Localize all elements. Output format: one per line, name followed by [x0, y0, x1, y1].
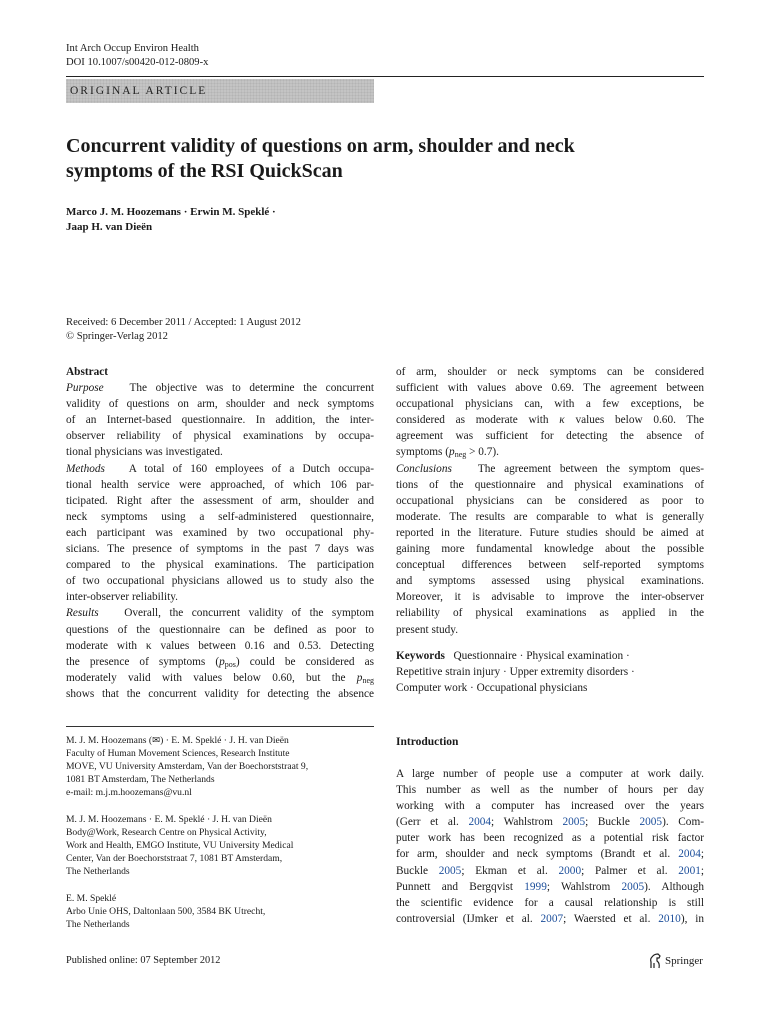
abstract-line: ticipated. Right after the assessment of arm, shoulder and — [66, 494, 374, 507]
affiliation-line: The Netherlands — [66, 866, 130, 877]
abstract-line: tions of the questionnaire and physical examinations of — [396, 478, 704, 491]
text-run: p — [449, 446, 455, 459]
abstract-line — [396, 412, 704, 428]
author-email[interactable]: e-mail: m.j.m.hoozemans@vu.nl — [66, 787, 192, 798]
text-run: controversial (IJmker et al. — [396, 912, 541, 925]
affiliation-line: M. J. M. Hoozemans (✉) · E. M. Speklé · J. H. van Dieën — [66, 735, 289, 746]
citation-link[interactable]: 2004 — [678, 848, 701, 861]
text-run: The objective was to determine the concurrent — [129, 382, 374, 395]
affiliation-line: Work and Health, EMGO Institute, VU University Medical — [66, 840, 294, 851]
text-run: symptoms ( — [396, 446, 450, 459]
intro-line: working with a computer has increased over the years — [396, 800, 704, 813]
abstract-line: moderate. The results are comparable to what is generally — [396, 510, 704, 523]
abstract-line: questions of the questionnaire can be defined as poor to — [66, 623, 374, 636]
published-online: Published online: 07 September 2012 — [66, 955, 221, 966]
citation-link[interactable]: 2001 — [678, 864, 701, 877]
intro-line — [396, 863, 704, 879]
author-list — [66, 205, 276, 234]
text-run: considered as moderate with — [396, 414, 560, 427]
abstract-line: tional physicians was investigated. — [66, 446, 223, 459]
citation-link[interactable]: 2005 — [639, 816, 663, 829]
text-run: ; Wahlstrom — [491, 816, 563, 829]
conclusions-label: Conclusions — [396, 462, 452, 475]
keywords-line: Repetitive strain injury · Upper extremity disorders · — [396, 665, 635, 678]
text-run: p — [219, 655, 225, 668]
abstract-heading: Abstract — [66, 366, 109, 378]
intro-line — [396, 911, 704, 927]
springer-horse-icon — [648, 953, 662, 969]
abstract-line: each participant was examined by two occupational phy- — [66, 526, 374, 539]
abstract-line: gaining more fundamental knowledge about the possible — [396, 543, 704, 556]
abstract-line: conceptual differences between self-reported symptoms — [396, 559, 704, 572]
spacer — [396, 638, 704, 648]
springer-logo — [648, 953, 703, 969]
abstract-line: sicians. The presence of symptoms in the past 7 days was — [66, 543, 374, 556]
abstract-line: compared to the physical examinations. The participation — [66, 559, 374, 572]
text-run: The agreement between the symptom ques- — [477, 462, 704, 475]
citation-link[interactable]: 2004 — [468, 816, 492, 829]
citation-link[interactable]: 2005 — [621, 880, 645, 893]
text-run: > 0.7). — [466, 446, 499, 459]
keywords-line — [396, 648, 704, 664]
affiliation-line: MOVE, VU University Amsterdam, Van der Boechorststraat 9, — [66, 761, 309, 772]
abstract-line: tional health service were approached, of which 106 par- — [66, 478, 374, 491]
intro-line — [396, 814, 704, 830]
article-dates — [66, 316, 301, 344]
affiliations — [66, 734, 374, 931]
abstract-line: Moreover, it is advisable to improve the inter-observer — [396, 591, 704, 604]
title-line: symptoms of the RSI QuickScan — [66, 160, 343, 182]
citation-link[interactable]: 2005 — [562, 816, 586, 829]
text-run: A total of 160 employees of a Dutch occupa- — [128, 462, 374, 475]
abstract-line: of two occupational physicians allowed us to study also the — [66, 575, 374, 588]
abstract-line: shows that the concurrent validity for detecting the absence — [66, 687, 374, 700]
text-run: Overall, the concurrent validity of the symptom — [124, 607, 374, 620]
purpose-label: Purpose — [66, 382, 104, 395]
intro-line: puter work has been recognized as a potential risk factor — [396, 832, 704, 845]
abstract-line — [66, 380, 374, 396]
abstract-line: and symptoms assessed using physical examinations. — [396, 575, 704, 588]
text-run: moderately valid with values below 0.60, but the — [66, 671, 357, 684]
abstract-left-column — [66, 364, 374, 702]
abstract-line: reported in the literature. Future studies should be aimed at — [396, 526, 704, 539]
journal-name: Int Arch Occup Environ Health — [66, 43, 199, 54]
intro-line: This number as well as the number of hours per day — [396, 784, 704, 797]
text-run: ). Com- — [662, 816, 704, 829]
abstract-line: of arm, shoulder or neck symptoms can be considered — [396, 366, 704, 378]
abstract-line: validity of questions on arm, shoulder and neck symptoms — [66, 398, 374, 411]
text-run: Questionnaire · Physical examination · — [453, 649, 630, 662]
received-date: Received: 6 December 2011 / Accepted: 1 August 2012 — [66, 317, 301, 328]
methods-label: Methods — [66, 462, 105, 475]
abstract-line — [396, 444, 704, 460]
abstract-line: occupational physicians can be considered as poor to — [396, 494, 704, 507]
text-run: ; Waersted et al. — [563, 912, 659, 925]
keywords-line: Computer work · Occupational physicians — [396, 681, 588, 694]
abstract-line: of an Internet-based questionnaire. In addition, the inter- — [66, 414, 374, 427]
abstract-line: moderate with κ values between 0.16 and 0.53. Detecting — [66, 639, 374, 652]
abstract-line — [66, 605, 374, 621]
text-run: κ — [559, 414, 565, 427]
abstract-line: present study. — [396, 623, 459, 636]
text-run: ; — [700, 864, 704, 877]
introduction-body — [396, 766, 704, 927]
spacer — [66, 878, 374, 892]
abstract-line — [66, 461, 374, 477]
text-run: ), in — [680, 912, 704, 925]
citation-link[interactable]: 2000 — [558, 864, 582, 877]
title-line: Concurrent validity of questions on arm, shoulder and neck — [66, 135, 575, 157]
text-run: ; Palmer et al. — [581, 864, 679, 877]
text-run: neg — [454, 450, 467, 460]
text-run: pos — [224, 659, 236, 669]
affiliation-line: Arbo Unie OHS, Daltonlaan 500, 3584 BK Utrecht, — [66, 906, 266, 917]
affiliation-line: Faculty of Human Movement Sciences, Research Institute — [66, 748, 290, 759]
author-line: Jaap H. van Dieën — [66, 220, 153, 233]
text-run: the presence of symptoms ( — [66, 655, 220, 668]
text-run: ). Although — [644, 880, 704, 893]
abstract-line: observer reliability of physical examinations by occupa- — [66, 430, 374, 443]
spacer — [66, 799, 374, 813]
citation-link[interactable]: 2007 — [540, 912, 564, 925]
intro-line: A large number of people use a computer at work daily. — [396, 768, 704, 780]
affiliation-line: M. J. M. Hoozemans · E. M. Speklé · J. H. van Dieën — [66, 814, 272, 825]
text-run: Buckle — [396, 864, 439, 877]
citation-link[interactable]: 2005 — [438, 864, 462, 877]
text-run: values below 0.60. The — [564, 414, 704, 427]
abstract-line: sufficient with values above 0.69. The agreement between — [396, 382, 704, 395]
intro-line — [396, 879, 704, 895]
abstract-line — [66, 670, 374, 686]
article-type-badge: ORIGINAL ARTICLE — [66, 79, 374, 103]
abstract-line: neck symptoms using a self-administered questionnaire, — [66, 510, 374, 523]
abstract-line — [66, 654, 374, 670]
text-run: ) could be considered as — [235, 655, 374, 668]
text-run: ; — [700, 848, 704, 861]
abstract-line: agreement was sufficient for detecting the absence of — [396, 430, 704, 443]
text-run: neg — [362, 675, 374, 685]
introduction-heading: Introduction — [396, 736, 459, 748]
abstract-line — [396, 461, 704, 477]
affiliation-line: E. M. Speklé — [66, 893, 117, 904]
text-run: p — [356, 671, 363, 684]
intro-line — [396, 846, 704, 862]
abstract-line: occupational physicians can, with a few exceptions, be — [396, 398, 704, 411]
text-run: ; Ekman et al. — [461, 864, 559, 877]
author-line: Marco J. M. Hoozemans · Erwin M. Speklé · — [66, 206, 276, 218]
affiliation-line: 1081 BT Amsterdam, The Netherlands — [66, 774, 215, 785]
citation-link[interactable]: 1999 — [524, 880, 547, 893]
text-run: ; Wahlstrom — [546, 880, 622, 893]
copyright: © Springer-Verlag 2012 — [66, 331, 168, 342]
header-rule — [66, 76, 704, 77]
journal-doi: DOI 10.1007/s00420-012-0809-x — [66, 56, 209, 68]
text-run: Punnett and Bergqvist — [396, 880, 525, 893]
journal-header — [66, 42, 208, 69]
text-run: ; Buckle — [585, 816, 640, 829]
affiliation-rule — [66, 726, 374, 727]
results-label: Results — [66, 607, 99, 620]
text-run: for arm, shoulder and neck symptoms (Brandt et al. — [396, 848, 679, 861]
keywords-label: Keywords — [396, 649, 445, 662]
affiliation-line: Center, Van der Boechorststraat 7, 1081 BT Amsterdam, — [66, 853, 283, 864]
affiliation-line: Body@Work, Research Centre on Physical Activity, — [66, 827, 267, 838]
article-title — [66, 134, 686, 184]
text-run: (Gerr et al. — [396, 816, 469, 829]
affiliation-line: The Netherlands — [66, 919, 130, 930]
abstract-line: reliability of physical examinations as applied in the — [396, 607, 704, 620]
intro-line: the scientific evidence for a causal relationship is still — [396, 896, 704, 909]
abstract-right-column — [396, 364, 704, 696]
citation-link[interactable]: 2010 — [658, 912, 681, 925]
publisher-name: Springer — [665, 955, 703, 967]
abstract-line: inter-observer reliability. — [66, 591, 178, 604]
